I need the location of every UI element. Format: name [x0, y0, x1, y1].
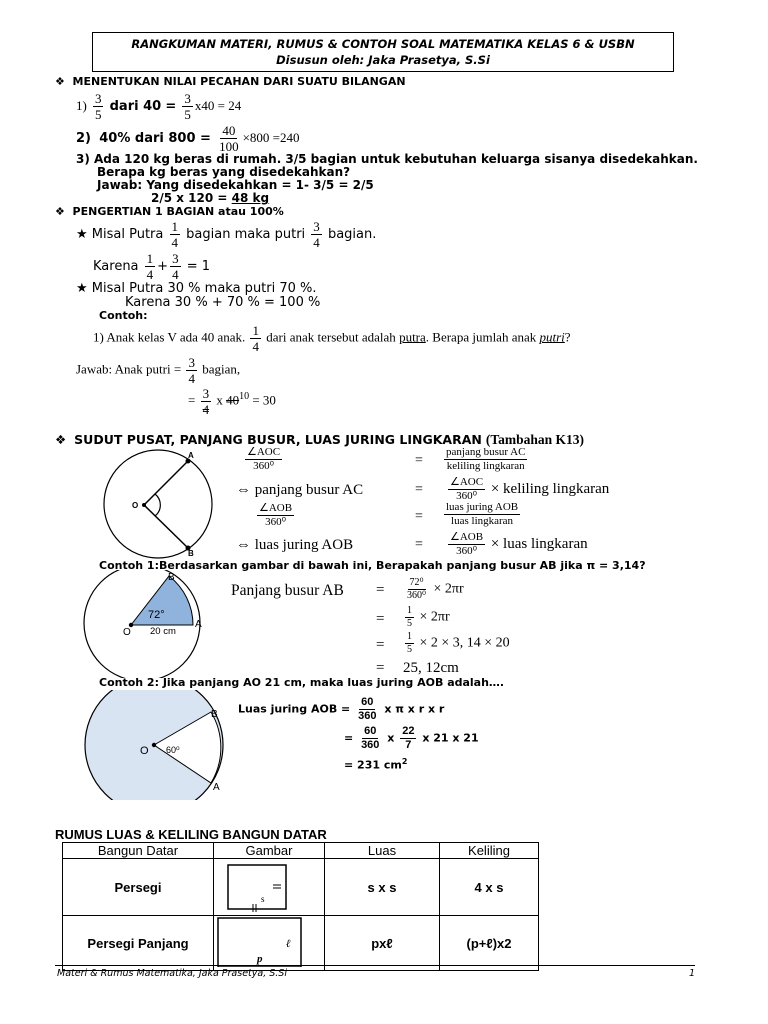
equals: = [415, 537, 423, 552]
numerator: 3 [94, 91, 102, 106]
formula-row-2-rhs [446, 477, 609, 502]
luas-result [344, 757, 407, 772]
example-2 [76, 124, 300, 153]
equals: = [165, 99, 177, 114]
fraction [182, 92, 193, 121]
area-formula: s x s [325, 859, 440, 916]
text: x π x r x r [384, 702, 445, 716]
rectangle-figure [214, 916, 324, 967]
equals: = [344, 731, 354, 745]
denominator: keliling lingkaran [446, 460, 525, 472]
table-header-row [63, 843, 539, 859]
label-o: O [123, 627, 131, 638]
side-label: s [261, 894, 265, 904]
busur-step-2 [403, 606, 450, 629]
numerator: ∠AOB [259, 502, 293, 514]
contoh-2-text: Contoh 2: Jika panjang AO 21 cm, maka luas juring AOB adalah…. [99, 676, 505, 689]
text: Karena [93, 259, 139, 274]
fraction [170, 220, 181, 249]
text: = 1 [186, 259, 211, 274]
column-header: Luas [325, 843, 440, 859]
answer-calc: 2/5 x 120 = [151, 191, 228, 205]
fraction [170, 252, 181, 281]
shape-name: Persegi [63, 859, 214, 916]
contoh-1-text: Contoh 1:Berdasarkan gambar di bawah ini, Berapakah panjang busur AB jika π = 3,14? [99, 559, 646, 572]
numerator: 1 [407, 631, 412, 642]
numerator: 3 [202, 386, 210, 401]
times: x [387, 731, 395, 745]
perimeter-formula: (p+ℓ)x2 [440, 916, 539, 971]
formula-row-3-rhs [442, 502, 522, 527]
text: . Berapa jumlah anak [425, 329, 537, 345]
label-a: A [195, 619, 202, 630]
equals: = [376, 637, 385, 653]
problem-line: 3) Ada 120 kg beras di rumah. 3/5 bagian untuk kebutuhan keluarga sisanya disedekahkan. [76, 152, 698, 166]
square-outline [228, 865, 286, 909]
perimeter-formula: 4 x s [440, 859, 539, 916]
angle-label: 72° [148, 609, 165, 621]
circle-diagram-1 [78, 448, 238, 560]
circle-diagram-3 [78, 690, 238, 800]
item-number: 1) [76, 98, 87, 113]
underlined-word: putri [539, 329, 565, 345]
label-a: A [188, 451, 194, 460]
luas-step-1 [238, 697, 444, 722]
text: × keliling lingkaran [490, 480, 610, 497]
underlined-word: putra [399, 329, 426, 345]
formula-row-1-rhs [442, 447, 529, 472]
equals: = [376, 611, 385, 627]
fraction [257, 503, 294, 528]
radius-ob [144, 505, 188, 548]
fraction [245, 447, 282, 472]
bullet-line-1 [76, 220, 376, 249]
reduced-number: 10 [239, 391, 250, 403]
section-heading-tag: (Tambahan K13) [485, 432, 584, 447]
numerator: 60 [364, 725, 377, 737]
answer-line: Jawab: Yang disedekahkan = 1- 3/5 = 2/5 [97, 178, 374, 192]
denominator: 5 [94, 107, 102, 122]
table-row [63, 859, 539, 916]
karena-line-1 [93, 252, 210, 281]
text: Misal Putra 30 % maka putri 70 %. [91, 281, 317, 296]
fraction [359, 726, 381, 751]
denominator: 100 [219, 139, 239, 154]
result: ×800 =240 [242, 130, 300, 145]
page-number: 1 [689, 968, 696, 979]
equals: = [415, 482, 423, 497]
text: bagian. [327, 227, 377, 242]
denominator: 4 [188, 371, 195, 386]
section-heading-text: MENENTUKAN NILAI PECAHAN DARI SUATU BILANGAN [72, 75, 406, 88]
shape-name: Persegi Panjang [63, 916, 214, 971]
fraction [356, 697, 378, 722]
bullet-line-2 [76, 281, 317, 296]
angle-arc [155, 494, 160, 516]
radius-label: 20 cm [150, 626, 176, 637]
numerator: 3 [172, 251, 179, 266]
point-o [152, 743, 156, 747]
star-bullet-icon: ★ [76, 281, 88, 296]
footer-text: Materi & Rumus Matematika, Jaka Prasetya, S.Si [57, 968, 287, 979]
text: Jawab: Anak putri = [76, 361, 182, 377]
fraction [448, 532, 485, 557]
denominator: 360⁰ [407, 590, 427, 601]
cancelled-number: 40 [226, 392, 240, 408]
numerator: luas juring AOB [446, 501, 519, 513]
formula-row-4-rhs [446, 532, 588, 557]
text: bagian, [202, 361, 241, 377]
angle-label: 60⁰ [166, 745, 180, 755]
denominator: 5 [184, 107, 191, 122]
numerator: 1 [146, 251, 154, 266]
document-header [92, 32, 674, 72]
diamond-bullet-icon: ❖ [55, 432, 67, 447]
fraction [444, 447, 527, 472]
text: x 21 x 21 [422, 731, 479, 745]
denominator: 360⁰ [456, 490, 477, 502]
numerator: ∠AOC [247, 446, 281, 458]
fraction [217, 124, 241, 153]
denominator: 4 [313, 235, 320, 250]
text: 1) Anak kelas V ada 40 anak. [93, 329, 246, 345]
numerator: 1 [407, 605, 412, 616]
busur-step-3 [403, 632, 510, 655]
result: = 30 [252, 392, 276, 408]
column-header: Bangun Datar [63, 843, 214, 859]
denominator: 5 [407, 618, 412, 629]
label-b: B [211, 709, 218, 720]
luas-step-2 [344, 726, 479, 751]
equals: = [188, 392, 196, 408]
radius-oa [144, 461, 188, 505]
busur-label: Panjang busur AB [231, 582, 344, 599]
fraction [405, 606, 414, 629]
equals: = [376, 660, 385, 676]
text: × 2πr [433, 581, 464, 597]
column-header: Keliling [440, 843, 539, 859]
label-a: A [213, 782, 220, 793]
numerator: 3 [184, 91, 191, 106]
example-1 [76, 92, 241, 121]
numerator: panjang busur AC [446, 446, 526, 458]
denominator: 4 [252, 339, 259, 354]
numerator: 1 [252, 323, 259, 338]
footer-rule [55, 965, 695, 966]
numerator: ∠AOB [450, 531, 484, 543]
item-number: 2) [76, 131, 91, 146]
shapes-table [62, 842, 539, 971]
fraction [93, 92, 104, 121]
contoh-label: Contoh: [99, 309, 148, 322]
fraction [405, 578, 428, 601]
denominator: luas lingkaran [451, 515, 514, 527]
denominator: 7 [405, 739, 412, 751]
problem-line: Berapa kg beras yang disedekahkan? [97, 165, 351, 179]
denominator: 5 [407, 644, 412, 655]
label-o: O [132, 501, 139, 510]
length-label: p [257, 953, 263, 965]
fraction [250, 324, 261, 353]
contoh-problem [93, 324, 571, 353]
label-o: O [140, 745, 149, 757]
numerator: 22 [402, 725, 415, 737]
karena-line-2: Karena 30 % + 70 % = 100 % [125, 295, 321, 310]
width-label: ℓ [286, 938, 291, 950]
denominator: 360⁰ [456, 545, 477, 557]
document-author: Disusun oleh: Jaka Prasetya, S.Si [276, 53, 490, 67]
fraction [400, 726, 416, 751]
equals: = [415, 453, 423, 468]
calc-line [188, 387, 276, 416]
fraction [444, 502, 520, 527]
busur-step-1 [403, 578, 464, 601]
column-header: Gambar [214, 843, 325, 859]
denominator: 360⁰ [265, 516, 286, 528]
shape-picture-cell [214, 916, 325, 971]
denominator: 4 [171, 235, 179, 250]
busur-result: 25, 12cm [403, 660, 459, 676]
label-b: B [168, 572, 175, 583]
superscript: 2 [401, 757, 408, 766]
table-row [63, 916, 539, 971]
text: × 2πr [419, 609, 450, 625]
equals: = [376, 582, 385, 598]
square-figure [214, 859, 324, 912]
numerator: 60 [361, 696, 374, 708]
text: = 231 cm [344, 758, 402, 772]
section-heading-bangun-datar: RUMUS LUAS & KELILING BANGUN DATAR [55, 827, 327, 842]
section-heading-text: PENGERTIAN 1 BAGIAN atau 100% [72, 205, 284, 218]
denominator: 360⁰ [253, 460, 274, 472]
section-heading-pecahan [55, 75, 406, 88]
result: x40 = 24 [194, 98, 242, 113]
text: dari 40 [109, 99, 162, 114]
shape-picture-cell [214, 859, 325, 916]
formula-row-1 [243, 447, 284, 472]
area-formula: pxℓ [325, 916, 440, 971]
text: 40% dari 800 = [99, 131, 211, 146]
denominator: 360 [358, 710, 377, 722]
times: x [216, 392, 223, 408]
denominator: 4 [172, 267, 179, 282]
circle-outline [104, 450, 212, 558]
numerator: 3 [188, 355, 195, 370]
circle-diagram-2 [76, 570, 236, 678]
example-3 [76, 153, 698, 205]
point-o [142, 503, 146, 507]
section-heading-bagian [55, 205, 284, 218]
numerator: 72⁰ [409, 577, 424, 588]
text: × luas lingkaran [490, 535, 588, 552]
numerator: 3 [313, 219, 320, 234]
plus: + [157, 259, 169, 274]
text: dari anak tersebut adalah [266, 329, 396, 345]
formula-row-2-lhs: ⇔ panjang busur AC [236, 482, 364, 498]
text: Luas juring AOB = [238, 702, 351, 716]
numerator: 40 [222, 123, 236, 138]
document-title: RANGKUMAN MATERI, RUMUS & CONTOH SOAL MATEMATIKA KELAS 6 & USBN [131, 37, 635, 51]
text: Misal Putra [91, 227, 164, 242]
text: ? [564, 329, 571, 345]
fraction [405, 632, 414, 655]
denominator-cancelled: 4 [202, 402, 210, 417]
diamond-bullet-icon: ❖ [55, 205, 65, 218]
formula-row-3 [255, 503, 296, 528]
fraction [448, 477, 485, 502]
formula-row-4-lhs: ⇔ luas juring AOB [236, 537, 354, 553]
numerator: 1 [171, 219, 179, 234]
text: bagian maka putri [186, 227, 306, 242]
equals: = [415, 509, 423, 524]
fraction [145, 252, 156, 281]
star-bullet-icon: ★ [76, 227, 88, 242]
jawab-line [76, 356, 240, 385]
denominator: 360 [361, 739, 380, 751]
label-b: B [188, 549, 194, 558]
text: × 2 × 3, 14 × 20 [419, 635, 510, 651]
denominator: 4 [146, 267, 154, 282]
fraction [186, 356, 197, 385]
answer-value: 48 kg [231, 191, 270, 205]
section-heading-text: SUDUT PUSAT, PANJANG BUSUR, LUAS JURING LINGKARAN [74, 432, 482, 447]
diamond-bullet-icon: ❖ [55, 75, 65, 88]
numerator: ∠AOC [450, 476, 484, 488]
fraction [201, 387, 212, 416]
fraction [311, 220, 322, 249]
